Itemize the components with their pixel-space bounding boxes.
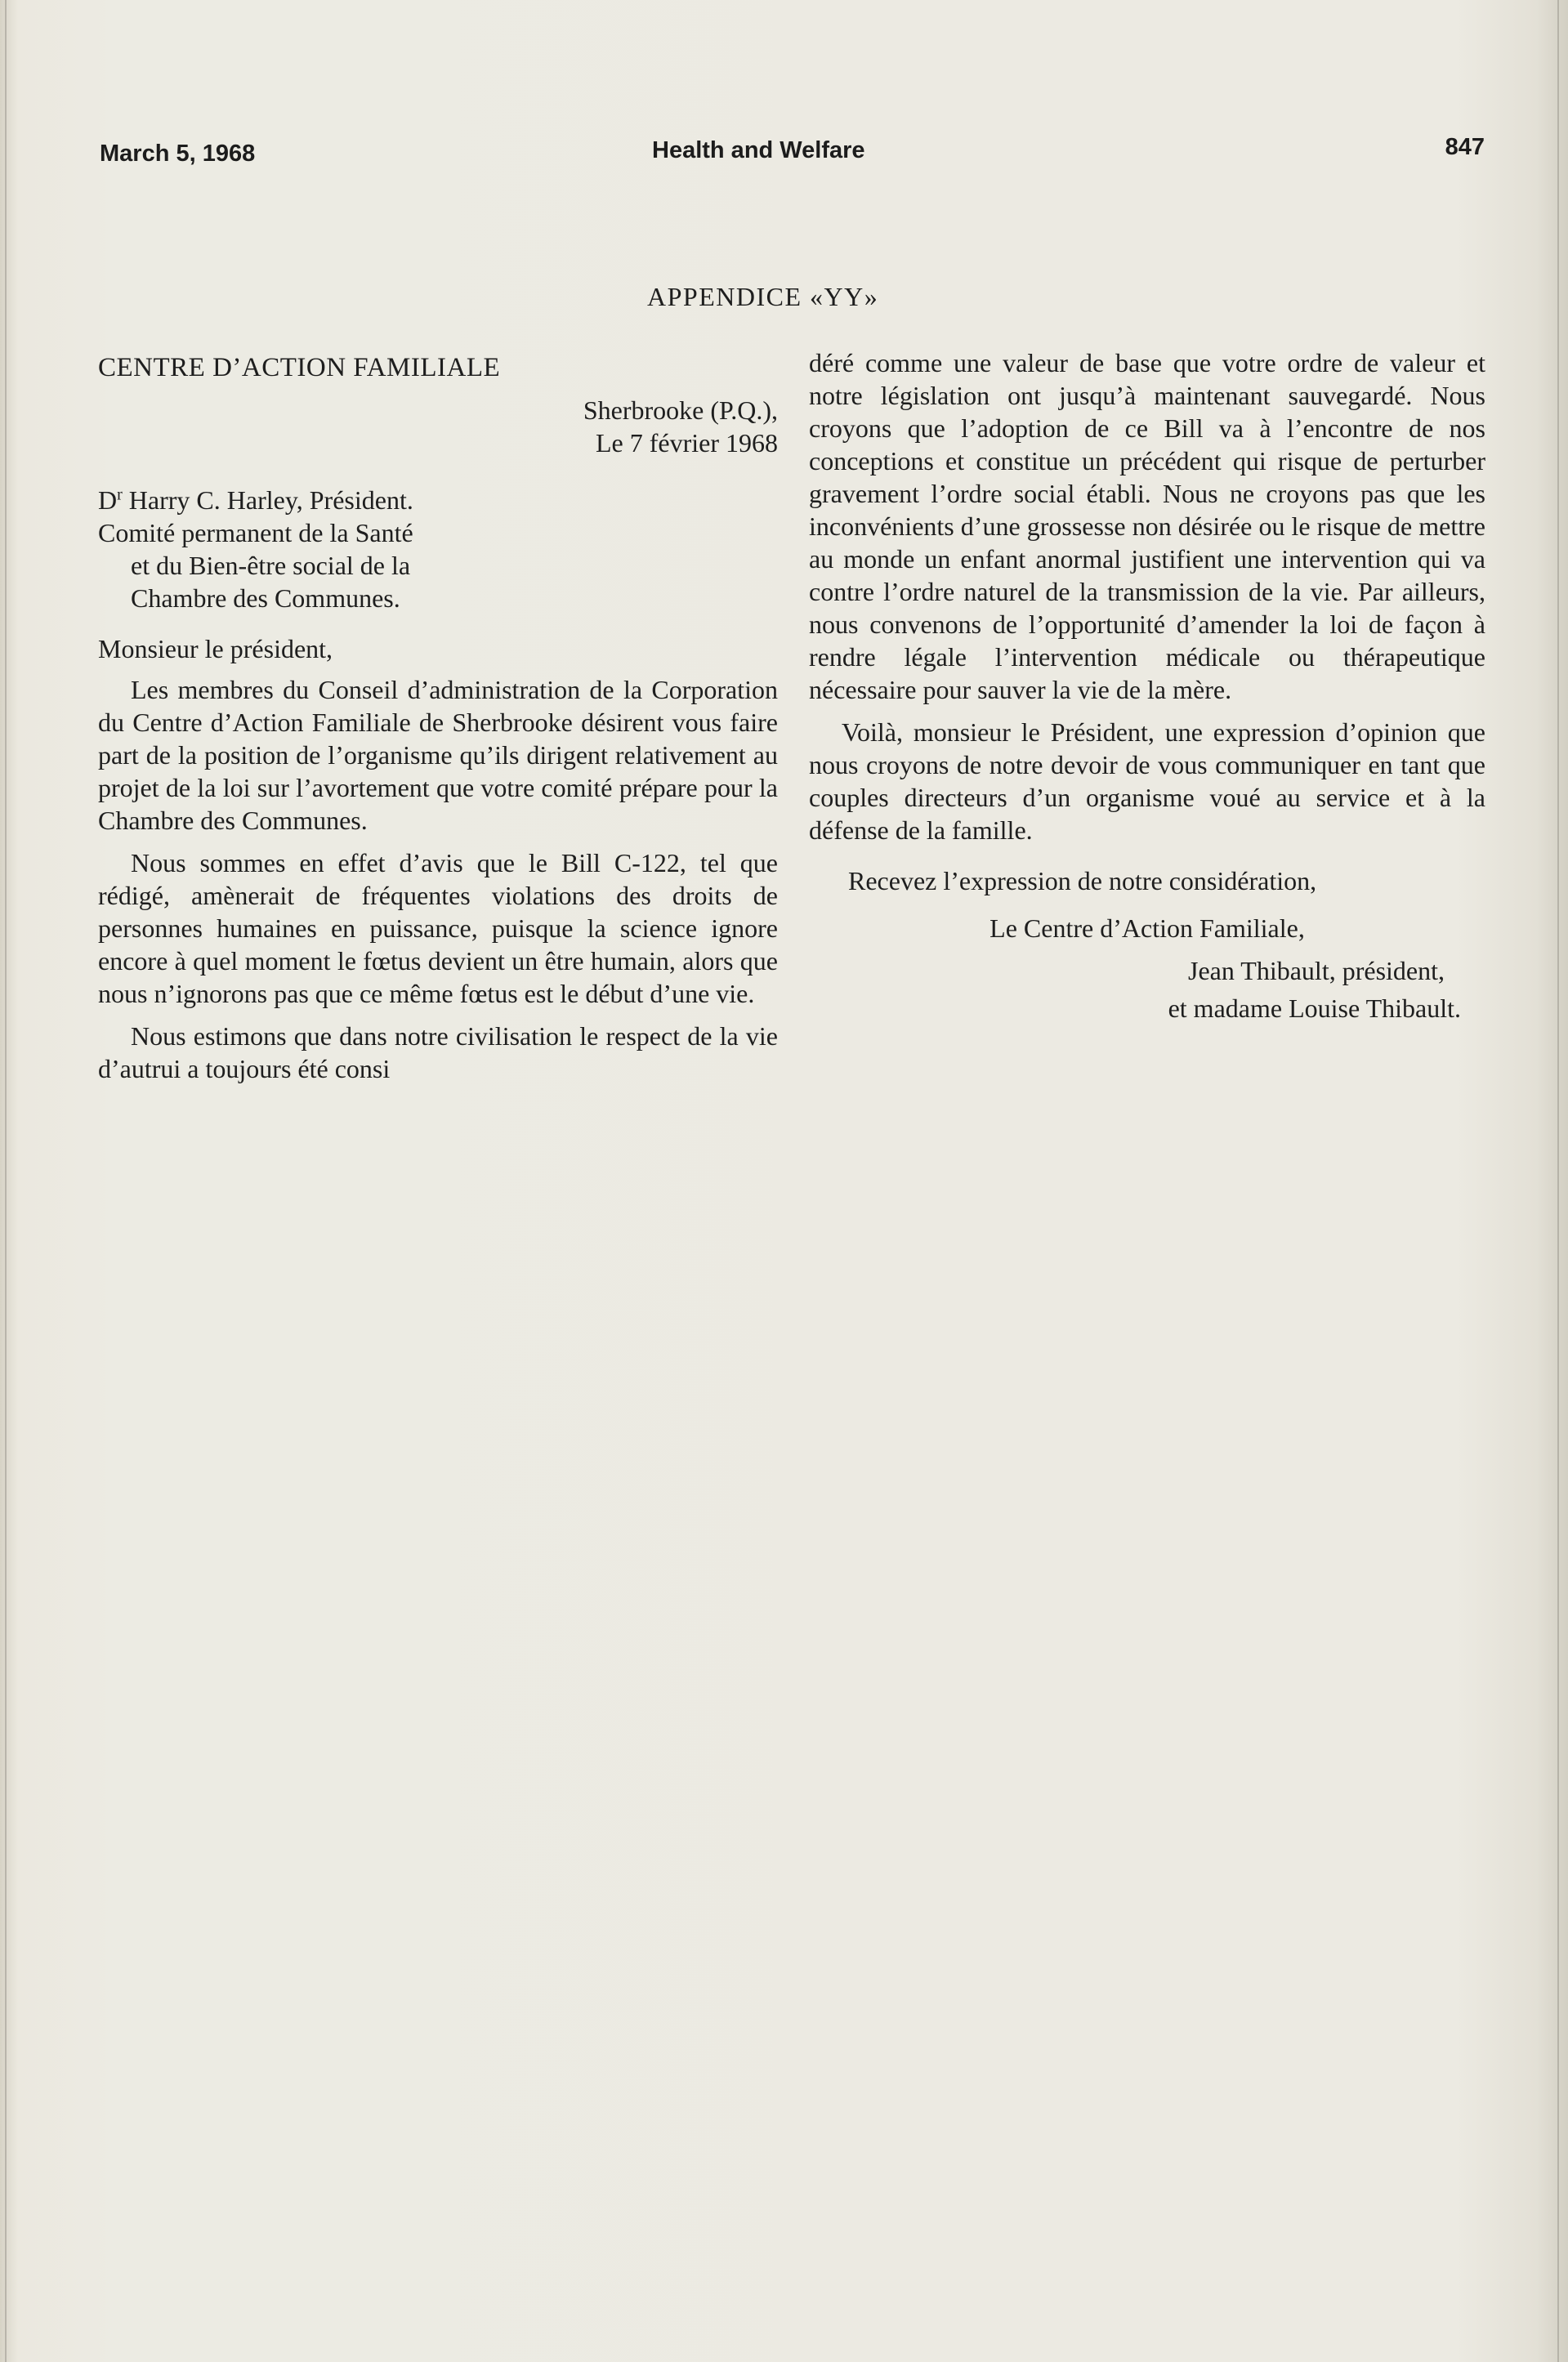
running-header	[100, 134, 1485, 173]
addressee-chamber: Chambre des Communes.	[131, 583, 400, 613]
addressee-block	[98, 484, 778, 614]
addressee-name: Harry C. Harley, Président.	[122, 485, 413, 515]
addressee-title: D	[98, 485, 118, 515]
paragraph-2: Nous sommes en effet d’avis que le Bill C-122, tel que rédigé, amènerait de fréquentes violations des droits de personnes humaines en puissance, puisque la science ignore encore à quel moment le fœtus devient un être humain, alors que nous n’ignorons pas que ce même fœtus est le début d’une vie.	[98, 848, 778, 1008]
paragraph-3: Nous estimons que dans notre civilisation le respect de la vie d’autrui a toujours été consi	[98, 1021, 778, 1083]
salutation: Monsieur le président,	[98, 634, 333, 663]
signature-organization: Le Centre d’Action Familiale,	[989, 913, 1305, 943]
paragraph-4: Voilà, monsieur le Président, une expression d’opinion que nous croyons de notre devoir de vous communiquer en tant que couples directeurs d’un organisme voué au service et à la défense de la famille.	[809, 717, 1485, 845]
signature-name-2: et madame Louise Thibault.	[1168, 993, 1461, 1023]
signature-name-1: Jean Thibault, président,	[1188, 956, 1445, 985]
addressee-line	[98, 484, 778, 516]
right-column	[809, 346, 1485, 1025]
page-edge-left	[5, 0, 7, 2362]
organization-name: CENTRE D’ACTION FAMILIALE	[98, 353, 501, 382]
addressee-title-sup: r	[117, 485, 123, 504]
header-section: Health and Welfare	[652, 137, 865, 163]
paragraph-1: Les membres du Conseil d’administration de la Corporation du Centre d’Action Familiale de Sherbrooke désirent vous faire part de la position de l’organisme qu’ils dirigent relativement au projet de la loi sur l’avortement que votre comité prépare pour la Chambre des Communes.	[98, 675, 778, 835]
page-edge-right	[1557, 0, 1559, 2362]
letter-place: Sherbrooke (P.Q.),	[583, 395, 778, 425]
addressee-committee-cont: et du Bien-être social de la	[131, 551, 411, 580]
paragraph-3-continued: déré comme une valeur de base que votre ordre de valeur et notre législation ont jusqu’à maintenant sauvegardé. Nous croyons que l’adoption de ce Bill va à l’encontre de nos conceptions et constitue un précédent qui risque de perturber gravement l’ordre social établi. Nous ne croyons pas que les inconvénients d’une grossesse non désirée ou le risque de mettre au monde un enfant anormal justifient une intervention qui va contre l’ordre naturel de la transmission de la vie. Par ailleurs, nous convenons de l’opportunité d’amender la loi de façon à rendre légale l’intervention médicale ou thérapeutique nécessaire pour sauver la vie de la mère.	[809, 348, 1485, 704]
closing-line: Recevez l’expression de notre considération,	[848, 866, 1317, 895]
left-column	[98, 351, 778, 1085]
page-number: 847	[1445, 134, 1485, 160]
header-date: March 5, 1968	[100, 141, 256, 167]
appendix-title: APPENDICE «YY»	[647, 282, 879, 311]
addressee-committee: Comité permanent de la Santé	[98, 518, 413, 547]
letter-date: Le 7 février 1968	[595, 428, 778, 458]
